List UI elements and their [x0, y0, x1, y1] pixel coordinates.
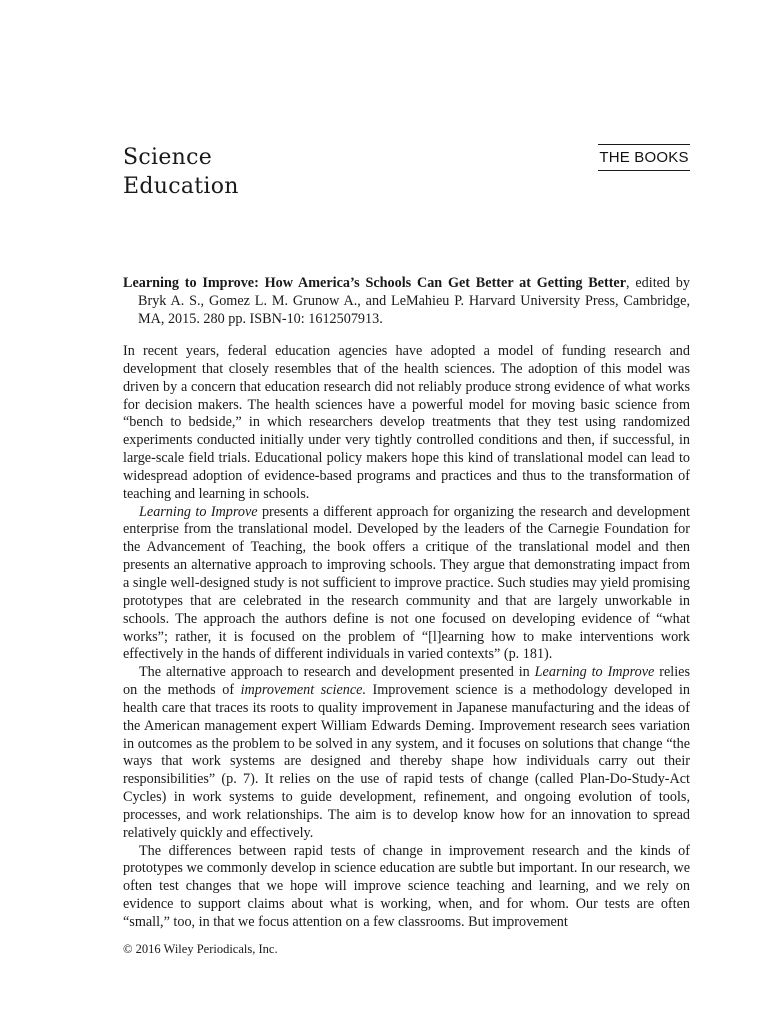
term-italic: improvement science. [240, 682, 366, 699]
paragraph-2: Learning to Improve presents a different approach for organizing the research and development enterprise from the translational model. Developed by the leaders of the Carnegie Foundation for the Advancement of Teaching, the book offers a critique of the translational model and then presents an alternative approach to improving schools. They argue that demonstrating impact from a single well-designed study is not sufficient to improve practice. Such studies may yield promising prototypes that are celebrated in the research community and that are largely unworkable in schools. The approach the authors define is not one focused on developing evidence of “what works”; rather, it is focused on the problem of “[l]earning how to make interventions work effectively in the hands of different individuals in varied contexts” (p. 181). [123, 503, 690, 663]
book-title-italic: Learning to Improve [534, 664, 655, 681]
paragraph-4: The differences between rapid tests of change in improvement research and the kinds of prototypes we commonly develop in science education are subtle but important. In our research, we often test changes that we hope will improve science teaching and learning, and we rely on evidence to support claims about what is working, when, and for whom. Our tests are often “small,” too, in that we focus attention on a few classrooms. But improvement [123, 842, 690, 930]
book-title: Learning to Improve: How America’s Schools Can Get Better at Getting Better [123, 275, 627, 291]
review-body [123, 343, 690, 932]
paragraph-1: In recent years, federal education agencies have adopted a model of funding research and development that closely resembles that of the health sciences. The adoption of this model was driven by a concern that education research did not reliably produce strong evidence of what works for decision makers. The health sciences have a powerful model for moving basic science from “bench to bedside,” in which researchers develop treatments that they test using randomized experiments conducted initially under very tightly controlled conditions and then, if successful, in large-scale field trials. Educational policy makers hope this kind of translational model can lead to widespread adoption of evidence-based programs and practices and thus to the transformation of teaching and learning in schools. [123, 343, 690, 502]
section-title-line-1: Science [123, 145, 213, 170]
book-title-italic: Learning to Improve [139, 503, 258, 520]
paragraph-3: The alternative approach to research and development presented in Learning to Improve relies on the methods of improvement science. Improvement science is a methodology developed in health care that traces its roots to quality improvement in Japanese manufacturing and the ideas of the American management expert William Edwards Deming. Improvement research sees variation in outcomes as the problem to be solved in any system, and it focuses on solutions that change “the ways that work systems are designed and thereby shape how individuals carry out their responsibilities” (p. 7). It relies on the use of rapid tests of change (called Plan-Do-Study-Act Cycles) in work systems to guide development, refinement, and ongoing evolution of tools, processes, and work relationships. The aim is to develop know how for an innovation to spread relatively quickly and effectively. [123, 664, 690, 841]
book-citation [123, 274, 690, 329]
citation-details: , edited by Bryk A. S., Gomez L. M. Grunow A., and LeMahieu P. Harvard University Press, Cambridge, MA, 2015. 280 pp. ISBN-10: 1612507913. [138, 275, 690, 328]
the-books-badge: THE BOOKS [598, 144, 690, 171]
section-title [123, 143, 239, 201]
copyright-footer: © 2016 Wiley Periodicals, Inc. [123, 942, 278, 956]
section-title-line-2: Education [123, 174, 239, 199]
